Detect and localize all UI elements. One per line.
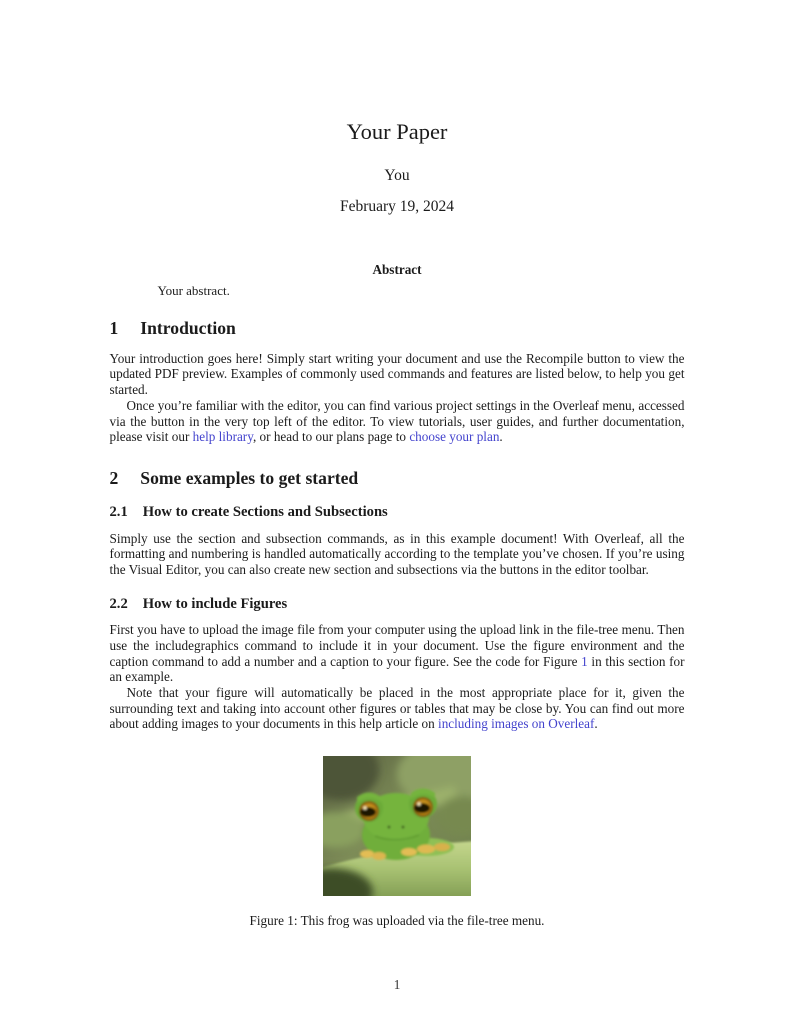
section-title: Introduction xyxy=(140,317,236,338)
paragraph-intro-2 xyxy=(110,398,685,445)
paragraph-intro-1: Your introduction goes here! Simply start writing your document and use the Recompile button to view the updated PDF preview. Examples of commonly used commands and features are listed below, to help you get started. xyxy=(109,350,685,398)
subsection-heading-sections xyxy=(110,504,685,522)
frog-photo xyxy=(323,756,471,896)
section-heading-examples xyxy=(110,468,685,489)
paragraph-text: . xyxy=(594,716,598,732)
section-title: Some examples to get started xyxy=(140,467,359,488)
figure-1 xyxy=(110,756,685,929)
help-library-link[interactable]: help library xyxy=(192,429,253,445)
paragraph-text: , or head to our plans page to xyxy=(252,429,410,445)
section-number: 2 xyxy=(109,467,119,488)
paragraph-sections: Simply use the section and subsection commands, as in this example document! With Overleaf, all the formatting and numbering is handled automatically according to the template you’ve chosen. If you’re using the Visual Editor, you can also create new section and subsections via the buttons in the editor toolbar. xyxy=(109,530,685,577)
paragraph-text: First you have to upload the image file from your computer using the upload link in the file-tree menu. Then use the includegraphics command to include it in your document. Use the figure environment and the caption command to add a number and a caption to your figure. See the code for Figure xyxy=(109,622,685,669)
subsection-number: 2.1 xyxy=(109,504,128,521)
subsection-number: 2.2 xyxy=(109,595,128,612)
paragraph-text: in this section for an example. xyxy=(109,653,685,685)
subsection-heading-figures xyxy=(110,596,685,614)
section-number: 1 xyxy=(109,317,119,338)
figure-1-reference-link[interactable]: 1 xyxy=(581,653,588,669)
abstract-text: Your abstract. xyxy=(157,282,230,298)
page-number: 1 xyxy=(393,977,401,992)
document-content xyxy=(110,0,685,929)
author-line: You xyxy=(384,166,410,184)
abstract-heading: Abstract xyxy=(372,261,422,277)
paragraph-text: . xyxy=(499,429,503,445)
choose-your-plan-link[interactable]: choose your plan xyxy=(409,429,500,445)
page-title: Your Paper xyxy=(346,119,448,144)
paragraph-text: Once you’re familiar with the editor, you can find various project settings in the Overleaf menu, accessed via the button in the very top left of the editor. To view tutorials, user guides, and further documentation, please visit our xyxy=(109,397,685,445)
paragraph-text: Note that your figure will automatically be placed in the most appropriate place for it, given the surrounding text and taking into account other figures or tables that may be close by. You can find out more about adding images to your documents in this help article on xyxy=(109,684,685,732)
paragraph-figures-2 xyxy=(110,685,685,732)
section-heading-introduction xyxy=(110,318,685,339)
including-images-link[interactable]: including images on Overleaf xyxy=(438,716,595,732)
paragraph-figures-1 xyxy=(110,622,685,685)
subsection-title: How to include Figures xyxy=(142,595,288,612)
date-line: February 19, 2024 xyxy=(339,197,455,215)
subsection-title: How to create Sections and Subsections xyxy=(142,504,388,521)
figure-caption: Figure 1: This frog was uploaded via the file-tree menu. xyxy=(249,913,545,929)
